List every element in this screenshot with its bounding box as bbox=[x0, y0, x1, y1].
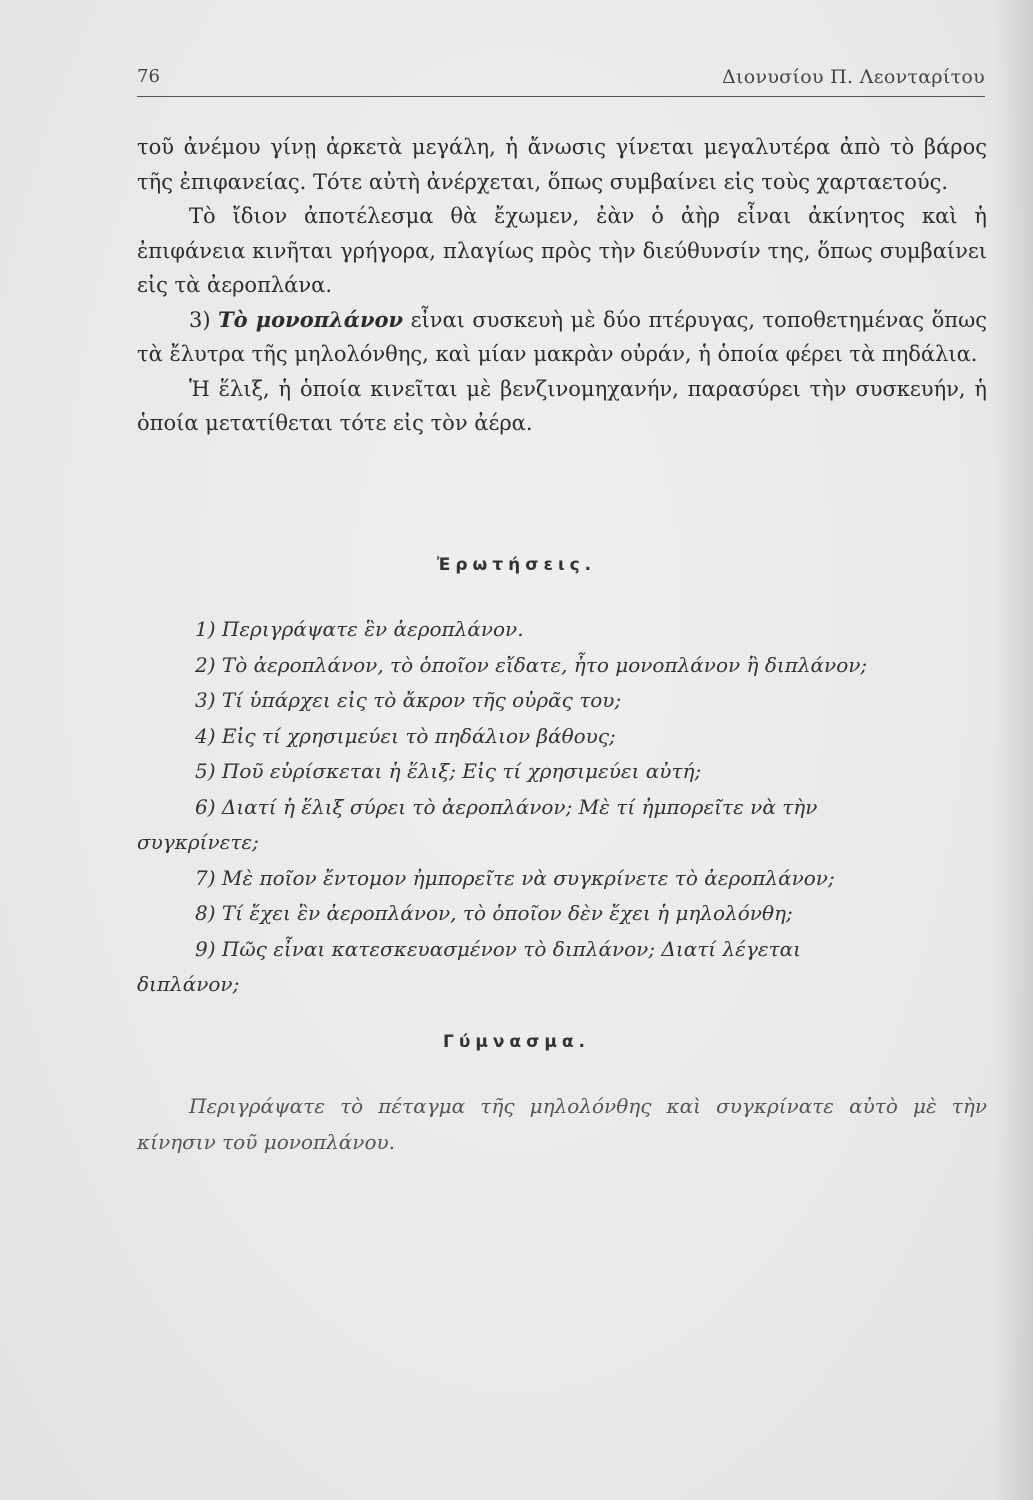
paragraph-3-term: Τὸ μονοπλάνον bbox=[218, 306, 404, 332]
question-6: 6) Διατί ἡ ἕλιξ σύρει τὸ ἀεροπλάνον; Μὲ τί ἠμπορεῖτε νὰ τὴν bbox=[195, 794, 818, 819]
question-4: 4) Εἰς τί χρησιμεύει τὸ πηδάλιον βάθους; bbox=[195, 723, 616, 748]
paragraph-4: Ἡ ἕλιξ, ἡ ὁποία κινεῖται μὲ βενζινομηχανήν, παρασύρει τὴν συσκευήν, ἡ ὁποία μετατίθεται τότε εἰς τὸν ἀέρα. bbox=[137, 376, 987, 435]
questions-list bbox=[137, 612, 987, 1003]
paragraph-3-number: 3) bbox=[189, 307, 211, 332]
exercise-heading: Γύμνασμα. bbox=[443, 1032, 590, 1052]
question-8: 8) Τί ἔχει ἓν ἀεροπλάνον, τὸ ὁποῖον δὲν ἔχει ἡ μηλολόνθη; bbox=[195, 901, 793, 925]
exercise-paragraph: Περιγράψατε τὸ πέταγμα τῆς μηλολόνθης καὶ συγκρίνατε αὐτὸ μὲ τὴν κίνησιν τοῦ μονοπλάνου. bbox=[137, 1094, 987, 1154]
question-3: 3) Τί ὑπάρχει εἰς τὸ ἄκρον τῆς οὐρᾶς του; bbox=[195, 688, 622, 712]
paragraph-2: Τὸ ἴδιον ἀποτέλεσμα θὰ ἔχωμεν, ἐὰν ὁ ἀὴρ εἶναι ἀκίνητος καὶ ἡ ἐπιφάνεια κινῆται γρήγορα, πλαγίως πρὸς τὴν διεύθυνσίν της, ὅπως συμβαίνει εἰς τὰ ἀεροπλάνα. bbox=[137, 204, 987, 297]
running-head: Διονυσίου Π. Λεονταρίτου bbox=[721, 66, 985, 88]
paragraph-3 bbox=[137, 303, 987, 372]
question-1: 1) Περιγράψατε ἓν ἀεροπλάνον. bbox=[195, 617, 524, 641]
paragraph-1: τοῦ ἀνέμου γίνῃ ἀρκετὰ μεγάλη, ἡ ἄνωσις γίνεται μεγαλυτέρα ἀπὸ τὸ βάρος τῆς ἐπιφανείας. Τότε αὐτὴ ἀνέρχεται, ὅπως συμβαίνει εἰς τοὺς χαρταετούς. bbox=[137, 135, 987, 194]
question-6-continued: συγκρίνετε; bbox=[137, 830, 259, 854]
question-5: 5) Ποῦ εὑρίσκεται ἡ ἕλιξ; Εἰς τί χρησιμεύει αὐτή; bbox=[195, 759, 702, 783]
page-number: 76 bbox=[137, 66, 160, 87]
question-9: 9) Πῶς εἶναι κατεσκευασμένον τὸ διπλάνον; Διατί λέγεται bbox=[195, 936, 801, 961]
questions-heading: Ἐρωτήσεις. bbox=[436, 555, 597, 575]
page-header bbox=[137, 66, 985, 97]
question-2: 2) Τὸ ἀεροπλάνον, τὸ ὁποῖον εἴδατε, ἦτο μονοπλάνον ἢ διπλάνον; bbox=[195, 652, 868, 677]
exercise-text bbox=[137, 1088, 987, 1160]
question-9-continued: διπλάνον; bbox=[137, 972, 240, 996]
paragraph-3-text: εἶναι συσκευὴ μὲ δύο πτέρυγας, τοποθετημένας ὅπως τὰ ἔλυτρα τῆς μηλολόνθης, καὶ μίαν μακρὰν οὐράν, ἡ ὁποία φέρει τὰ πηδάλια. bbox=[137, 307, 987, 366]
page-edge-shadow bbox=[993, 0, 1033, 1500]
body-text bbox=[137, 130, 987, 441]
question-7: 7) Μὲ ποῖον ἔντομον ἠμπορεῖτε νὰ συγκρίνετε τὸ ἀεροπλάνον; bbox=[195, 865, 835, 890]
